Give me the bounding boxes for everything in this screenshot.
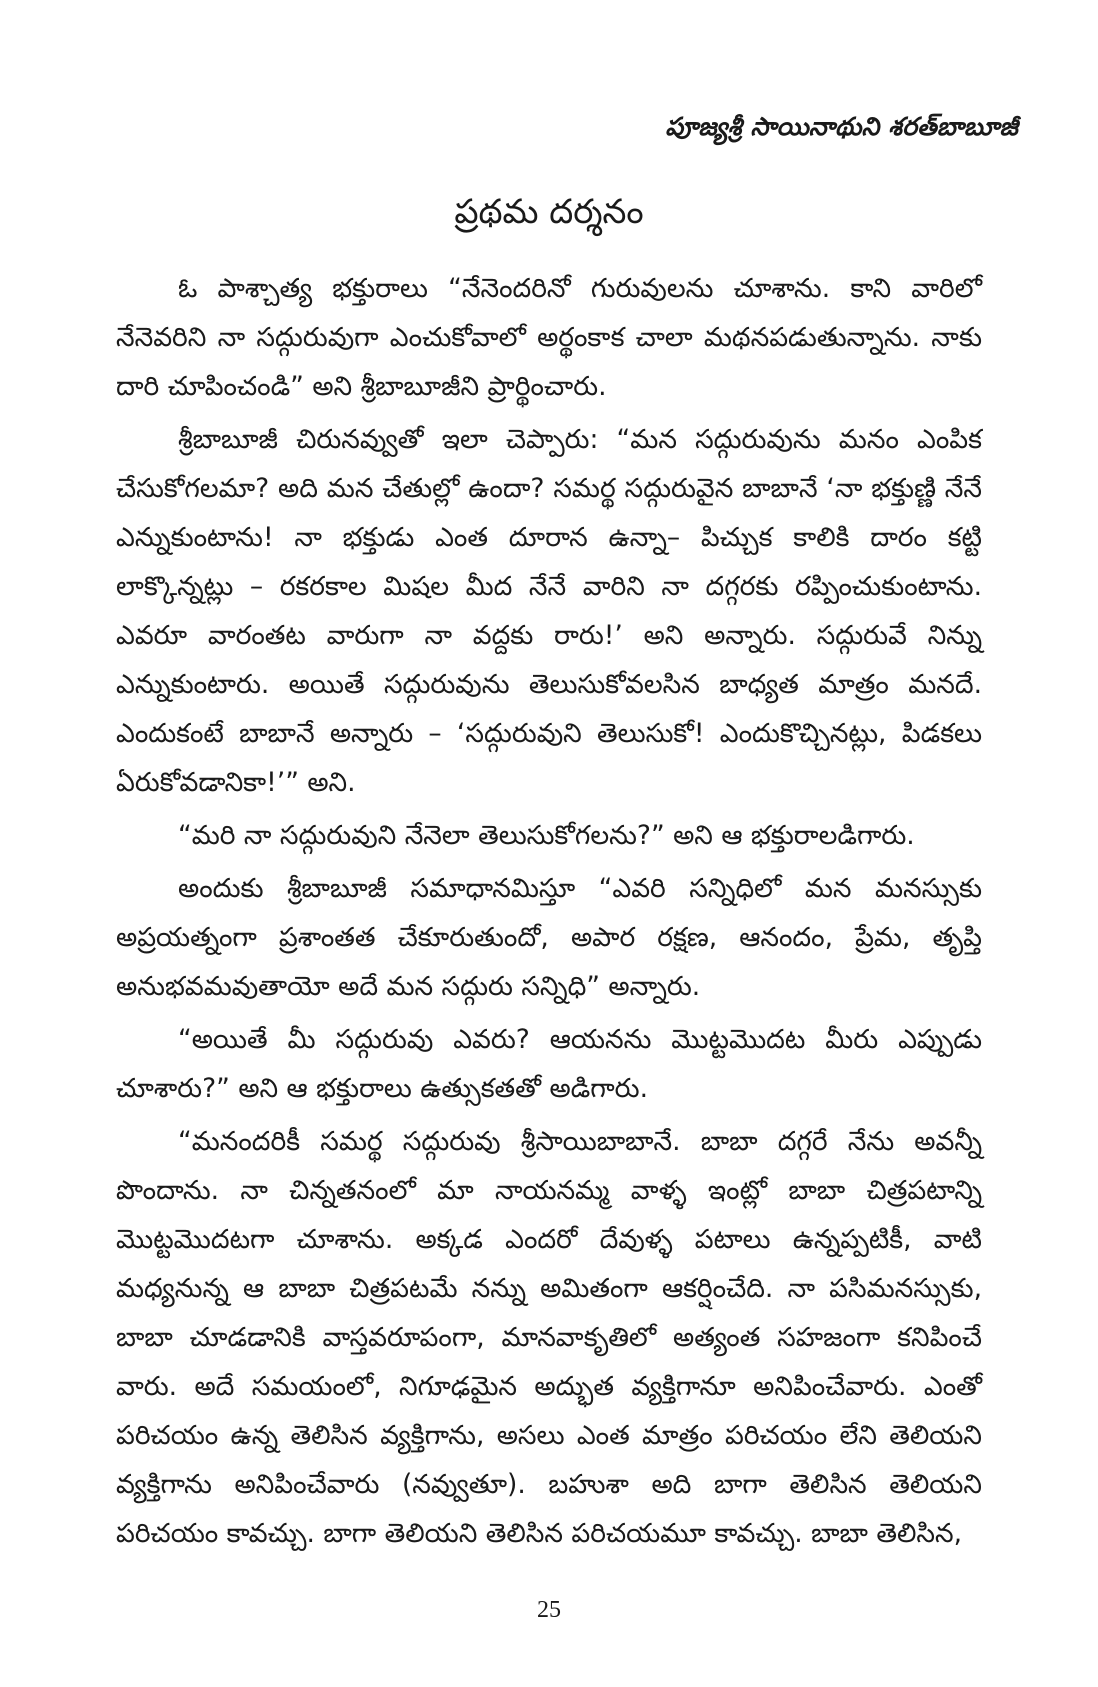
page-number: 25 [537, 1597, 561, 1623]
chapter-title: ప్రథమ దర్శనం [454, 192, 644, 232]
paragraph: శ్రీబాబూజీ చిరునవ్వుతో ఇలా చెప్పారు: “మన సద్గురువును మనం ఎంపిక చేసుకోగలమా? అది మన చేతుల్లో ఉందా? సమర్థ సద్గురువైన బాబానే ‘నా భక్తుణ్ణి నేనే ఎన్నుకుంటాను! నా భక్తుడు ఎంత దూరాన ఉన్నా– పిచ్చుక కాలికి దారం కట్టి లాక్కొన్నట్లు – రకరకాల మిషల మీద నేనే వారిని నా దగ్గరకు రప్పించుకుంటాను. ఎవరూ వారంతట వారుగా నా వద్దకు రారు!’ అని అన్నారు. సద్గురువే నిన్ను ఎన్నుకుంటారు. అయితే సద్గురువును తెలుసుకోవలసిన బాధ్యత మాత్రం మనదే. ఎందుకంటే బాబానే అన్నారు – ‘సద్గురువుని తెలుసుకో! ఎందుకొచ్చినట్లు, పిడకలు ఏరుకోవడానికా!’” అని. [116, 424, 982, 798]
paragraph: “మనందరికీ సమర్థ సద్గురువు శ్రీసాయిబాబానే. బాబా దగ్గరే నేను అవన్నీ పొందాను. నా చిన్నతనంలో మా నాయనమ్మ వాళ్ళ ఇంట్లో బాబా చిత్రపటాన్ని మొట్టమొదటగా చూశాను. అక్కడ ఎందరో దేవుళ్ళ పటాలు ఉన్నప్పటికీ, వాటి మధ్యనున్న ఆ బాబా చిత్రపటమే నన్ను అమితంగా ఆకర్షించేది. నా పసిమనస్సుకు, బాబా చూడడానికి వాస్తవరూపంగా, మానవాకృతిలో అత్యంత సహజంగా కనిపించే వారు. అదే సమయంలో, నిగూఢమైన అద్భుత వ్యక్తిగానూ అనిపించేవారు. ఎంతో పరిచయం ఉన్న తెలిసిన వ్యక్తిగాను, అసలు ఎంత మాత్రం పరిచయం లేని తెలియని వ్యక్తిగాను అనిపించేవారు (నవ్వుతూ). బహుశా అది బాగా తెలిసిన తెలియని పరిచయం కావచ్చు. బాగా తెలియని తెలిసిన పరిచయమూ కావచ్చు. బాబా తెలిసిన, [116, 1126, 982, 1549]
body-text [116, 264, 982, 1562]
paragraph: ఓ పాశ్చాత్య భక్తురాలు “నేనెందరినో గురువులను చూశాను. కాని వారిలో నేనెవరిని నా సద్గురువుగా ఎంచుకోవాలో అర్థంకాక చాలా మథనపడుతున్నాను. నాకు దారి చూపించండి” అని శ్రీబాబూజీని ప్రార్థించారు. [116, 273, 982, 402]
paragraph: “అయితే మీ సద్గురువు ఎవరు? ఆయనను మొట్టమొదట మీరు ఎప్పుడు చూశారు?” అని ఆ భక్తురాలు ఉత్సుకతతో అడిగారు. [116, 1024, 982, 1104]
paragraph: అందుకు శ్రీబాబూజీ సమాధానమిస్తూ “ఎవరి సన్నిధిలో మన మనస్సుకు అప్రయత్నంగా ప్రశాంతత చేకూరుతుందో, అపార రక్షణ, ఆనందం, ప్రేమ, తృప్తి అనుభవమవుతాయో అదే మన సద్గురు సన్నిధి” అన్నారు. [116, 873, 982, 1002]
paragraph: “మరి నా సద్గురువుని నేనెలా తెలుసుకోగలను?” అని ఆ భక్తురాలడిగారు. [178, 820, 915, 851]
running-header: పూజ్యశ్రీ సాయినాథుని శరత్‌బాబూజీ [665, 112, 1018, 141]
